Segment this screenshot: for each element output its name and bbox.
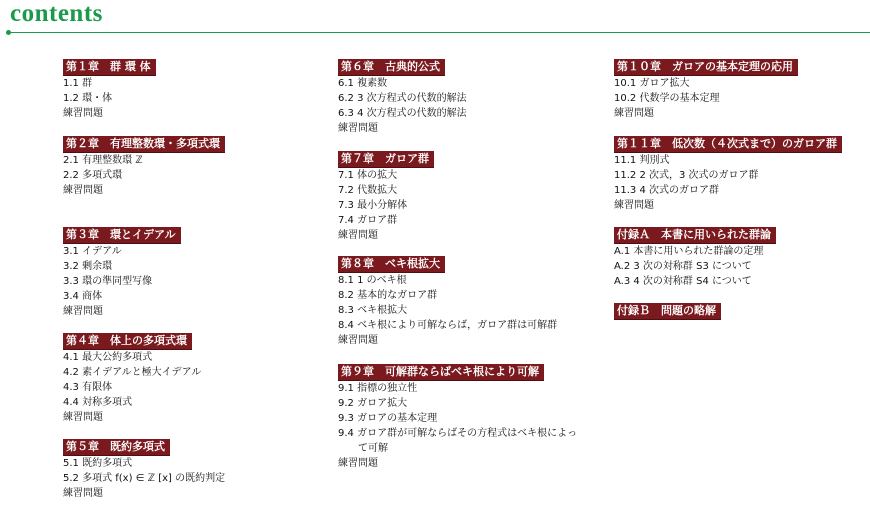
- section-item[interactable]: 6.3 4 次方程式の代数的解法: [338, 108, 467, 119]
- section-item[interactable]: 5.2 多項式 f(x) ∈ ℤ [x] の既約判定: [63, 473, 226, 484]
- title-underline: [10, 32, 870, 33]
- chapter-2: [63, 132, 225, 198]
- section-item[interactable]: 4.2 素イデアルと極大イデアル: [63, 367, 202, 378]
- section-item[interactable]: 8.1 1 のベキ根: [338, 275, 407, 286]
- section-item[interactable]: 2.2 多項式環: [63, 170, 123, 181]
- chapter-heading[interactable]: 第８章 ベキ根拡大: [338, 256, 445, 273]
- section-item[interactable]: 練習問題: [63, 185, 103, 196]
- section-item[interactable]: 9.4 ガロア群が可解ならばその方程式はベキ根によっ: [338, 428, 578, 439]
- section-item[interactable]: 3.4 商体: [63, 291, 103, 302]
- section-item[interactable]: 6.1 複素数: [338, 78, 388, 89]
- section-item[interactable]: 8.4 ベキ根により可解ならば，ガロア群は可解群: [338, 320, 558, 331]
- section-item[interactable]: 3.2 剰余環: [63, 261, 113, 272]
- section-item[interactable]: 11.1 判別式: [614, 155, 670, 166]
- section-item[interactable]: 練習問題: [338, 335, 378, 346]
- chapter-10: [614, 55, 798, 121]
- section-item[interactable]: 3.3 環の準同型写像: [63, 276, 153, 287]
- chapter-heading[interactable]: 第２章 有理整数環・多項式環: [63, 136, 225, 153]
- chapter-heading[interactable]: 第７章 ガロア群: [338, 151, 434, 168]
- section-item[interactable]: 練習問題: [63, 108, 103, 119]
- chapter-heading[interactable]: 第１章 群 環 体: [63, 59, 156, 76]
- chapter-5: [63, 435, 225, 501]
- section-item[interactable]: 練習問題: [338, 230, 378, 241]
- appendix-b: [614, 299, 721, 320]
- chapter-8: [338, 252, 557, 348]
- section-item[interactable]: 5.1 既約多項式: [63, 458, 133, 469]
- section-item[interactable]: 7.2 代数拡大: [338, 185, 398, 196]
- section-item[interactable]: 練習問題: [63, 412, 103, 423]
- chapter-heading[interactable]: 第５章 既約多項式: [63, 439, 170, 456]
- appendix-a: [614, 223, 776, 289]
- section-item[interactable]: A.1 本書に用いられた群論の定理: [614, 246, 764, 257]
- chapter-heading[interactable]: 第１１章 低次数（４次式まで）のガロア群: [614, 136, 842, 153]
- chapter-6: [338, 55, 467, 136]
- section-item[interactable]: 9.2 ガロア拡大: [338, 398, 408, 409]
- section-item[interactable]: 1.2 環・体: [63, 93, 113, 104]
- chapter-3: [63, 223, 181, 319]
- chapter-heading[interactable]: 第４章 体上の多項式環: [63, 333, 192, 350]
- section-item[interactable]: A.3 4 次の対称群 S4 について: [614, 276, 752, 287]
- chapter-9: [338, 360, 577, 471]
- section-item[interactable]: 2.1 有理整数環 ℤ: [63, 155, 143, 166]
- section-item[interactable]: 7.1 体の拡大: [338, 170, 398, 181]
- title-underline-dot: [6, 30, 11, 35]
- section-item[interactable]: 10.1 ガロア拡大: [614, 78, 690, 89]
- section-item[interactable]: 4.1 最大公約多項式: [63, 352, 153, 363]
- section-item[interactable]: 4.4 対称多項式: [63, 397, 133, 408]
- section-item[interactable]: 練習問題: [338, 123, 378, 134]
- section-item[interactable]: 7.3 最小分解体: [338, 200, 408, 211]
- chapter-heading[interactable]: 第９章 可解群ならばベキ根により可解: [338, 364, 544, 381]
- section-item[interactable]: 6.2 3 次方程式の代数的解法: [338, 93, 467, 104]
- section-item[interactable]: 練習問題: [614, 108, 654, 119]
- section-item[interactable]: 練習問題: [614, 200, 654, 211]
- section-item[interactable]: 11.2 2 次式，3 次式のガロア群: [614, 170, 759, 181]
- section-item[interactable]: 10.2 代数学の基本定理: [614, 93, 720, 104]
- page-title: contents: [10, 0, 103, 27]
- chapter-heading[interactable]: 第３章 環とイデアル: [63, 227, 181, 244]
- section-item[interactable]: 3.1 イデアル: [63, 246, 122, 257]
- chapter-heading[interactable]: 第１０章 ガロアの基本定理の応用: [614, 59, 798, 76]
- chapter-7: [338, 147, 434, 243]
- chapter-1: [63, 55, 156, 121]
- section-item[interactable]: 練習問題: [63, 488, 103, 499]
- chapter-4: [63, 329, 201, 425]
- section-item[interactable]: 8.3 ベキ根拡大: [338, 305, 408, 316]
- section-item[interactable]: 9.1 指標の独立性: [338, 383, 418, 394]
- section-item[interactable]: A.2 3 次の対称群 S3 について: [614, 261, 752, 272]
- section-item[interactable]: 9.3 ガロアの基本定理: [338, 413, 438, 424]
- appendix-heading[interactable]: 付録Ａ 本書に用いられた群論: [614, 227, 776, 244]
- section-item[interactable]: 練習問題: [338, 458, 378, 469]
- section-item[interactable]: 練習問題: [63, 306, 103, 317]
- section-item[interactable]: 1.1 群: [63, 78, 93, 89]
- section-item-continued[interactable]: て可解: [358, 443, 388, 454]
- section-item[interactable]: 11.3 4 次式のガロア群: [614, 185, 719, 196]
- section-item[interactable]: 8.2 基本的なガロア群: [338, 290, 438, 301]
- section-item[interactable]: 4.3 有限体: [63, 382, 113, 393]
- chapter-heading[interactable]: 第６章 古典的公式: [338, 59, 445, 76]
- chapter-11: [614, 132, 842, 213]
- section-item[interactable]: 7.4 ガロア群: [338, 215, 398, 226]
- appendix-heading[interactable]: 付録Ｂ 問題の略解: [614, 303, 721, 320]
